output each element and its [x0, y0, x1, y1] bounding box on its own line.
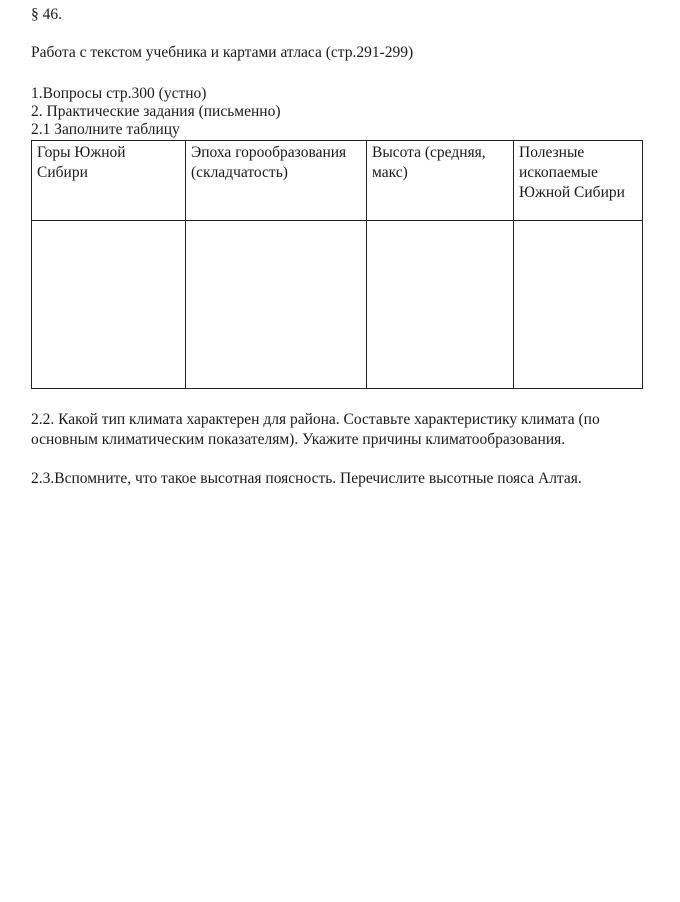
task-item-2: 2. Практические задания (письменно) — [31, 103, 281, 120]
fill-in-table — [31, 140, 643, 389]
header-orogeny-epoch: Эпоха горообразования (складчатость) — [186, 141, 367, 221]
task-item-2-3: 2.3.Вспомните, что такое высотная поясность. Перечислите высотные пояса Алтая. — [31, 470, 582, 487]
section-number: § 46. — [31, 6, 62, 23]
task-item-1: 1.Вопросы стр.300 (устно) — [31, 85, 207, 102]
task-item-2-1: 2.1 Заполните таблицу — [31, 121, 180, 138]
table-header-row — [32, 141, 643, 221]
table-cell-height[interactable] — [367, 221, 514, 389]
table-cell-minerals[interactable] — [514, 221, 643, 389]
table-cell-orogeny-epoch[interactable] — [186, 221, 367, 389]
task-item-2-2: 2.2. Какой тип климата характерен для района. Составьте характеристику климата (по основным климатическим показателям). Укажите причины климатообразования. — [31, 411, 600, 448]
header-mountains: Горы Южной Сибири — [32, 141, 186, 221]
table-cell-mountains[interactable] — [32, 221, 186, 389]
header-minerals: Полезные ископаемые Южной Сибири — [514, 141, 643, 221]
table-row — [32, 221, 643, 389]
header-height: Высота (средняя, макс) — [367, 141, 514, 221]
page-subtitle: Работа с текстом учебника и картами атласа (стр.291-299) — [31, 44, 414, 61]
